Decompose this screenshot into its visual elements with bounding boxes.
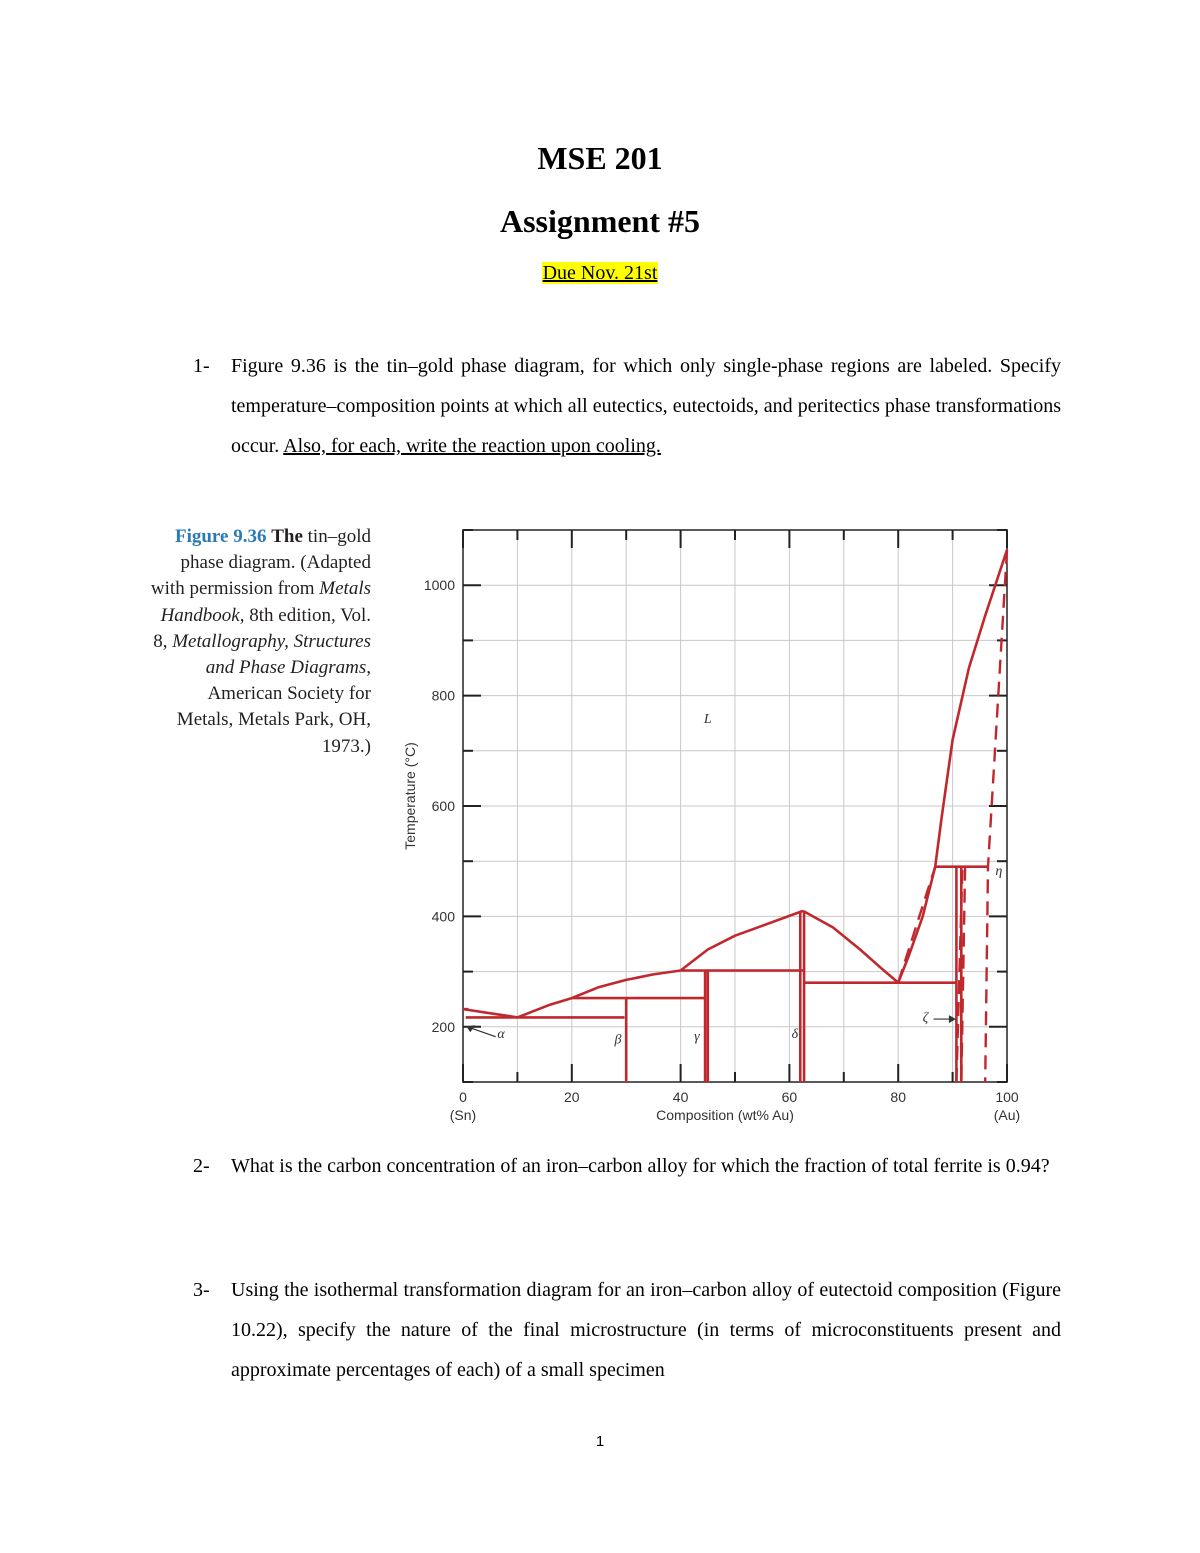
caption-text-3: American Society for Metals, Metals Park, OH, 1973.): [176, 683, 371, 757]
y-tick-label: 1000: [423, 577, 455, 594]
question-number: 2-: [193, 1155, 210, 1177]
due-date: [0, 262, 1200, 285]
x-tick-label: 60: [781, 1089, 798, 1105]
question-1: [193, 346, 1061, 466]
figure-title-word: The: [271, 526, 303, 547]
zeta-liquidus: [898, 867, 935, 983]
phase-diagram-chart: [395, 515, 1045, 1140]
region-label-γ: γ: [694, 1029, 700, 1045]
solvus-dashed: [985, 550, 1007, 1082]
x-tick-label: 20: [564, 1089, 580, 1105]
assignment-title: Assignment #5: [499, 203, 700, 239]
x-end-label-sn: (Sn): [449, 1107, 477, 1123]
region-label-ζ: ζ: [922, 1010, 929, 1026]
figure-label: Figure 9.36: [174, 526, 267, 547]
x-tick-label: 0: [459, 1089, 467, 1105]
question-number: 1-: [193, 355, 210, 377]
question-2: [193, 1146, 1061, 1186]
beta-liquidus: [517, 971, 680, 1018]
figure-caption: [150, 524, 371, 760]
x-axis-label: Composition (wt% Au): [656, 1107, 794, 1123]
gamma-delta-liquidus: [681, 911, 803, 971]
question-body: What is the carbon concentration of an iron–carbon alloy for which the fraction of total ferrite is 0.94?: [231, 1155, 1050, 1177]
due-date-text: Due Nov. 21st: [542, 262, 658, 284]
page-number: 1: [595, 1433, 605, 1450]
y-tick-label: 200: [431, 1018, 455, 1035]
region-label-δ: δ: [791, 1026, 799, 1042]
caption-text-1: tin–gold phase diagram. (Adapted with permission from: [150, 526, 371, 600]
question-3: [193, 1270, 1061, 1390]
caption-subtitle: Metallography, Structures and Phase Diagrams,: [172, 630, 371, 679]
question-text: Figure 9.36 is the tin–gold phase diagram, for which only single-phase regions are labeled. Specify temperature–composition points at which all eutectics, eutectoids, and peritectics phase transformations occur.: [231, 355, 1061, 457]
course-title: MSE 201: [537, 140, 663, 176]
chart-grid: [463, 530, 1007, 1082]
y-tick-label: 400: [431, 908, 455, 925]
caption-book: Metals Handbook,: [160, 578, 371, 626]
x-tick-label: 100: [995, 1089, 1019, 1105]
y-axis-label: Temperature (°C): [402, 742, 418, 850]
x-tick-label: 80: [890, 1089, 906, 1105]
question-number: 3-: [193, 1279, 210, 1301]
x-end-label-au: (Au): [993, 1107, 1021, 1123]
question-underlined: Also, for each, write the reaction upon cooling.: [283, 435, 661, 457]
chart-labels: [402, 577, 1020, 1123]
region-label-β: β: [614, 1032, 622, 1048]
caption-text-2: 8th edition, Vol. 8,: [153, 604, 371, 652]
question-body: Using the isothermal transformation diagram for an iron–carbon alloy of eutectoid composition (Figure 10.22), specify the nature of the final microstructure (in terms of microconstituents present and approximate percentages of each) of a small specimen: [231, 1279, 1061, 1381]
x-tick-label: 40: [672, 1089, 689, 1105]
region-label-L: L: [703, 712, 712, 728]
au-liquidus: [935, 550, 1007, 867]
y-tick-label: 800: [431, 687, 455, 704]
question-body: [231, 346, 1061, 466]
y-tick-label: 600: [431, 798, 455, 814]
region-label-η: η: [995, 864, 1003, 879]
region-label-α: α: [497, 1026, 505, 1042]
